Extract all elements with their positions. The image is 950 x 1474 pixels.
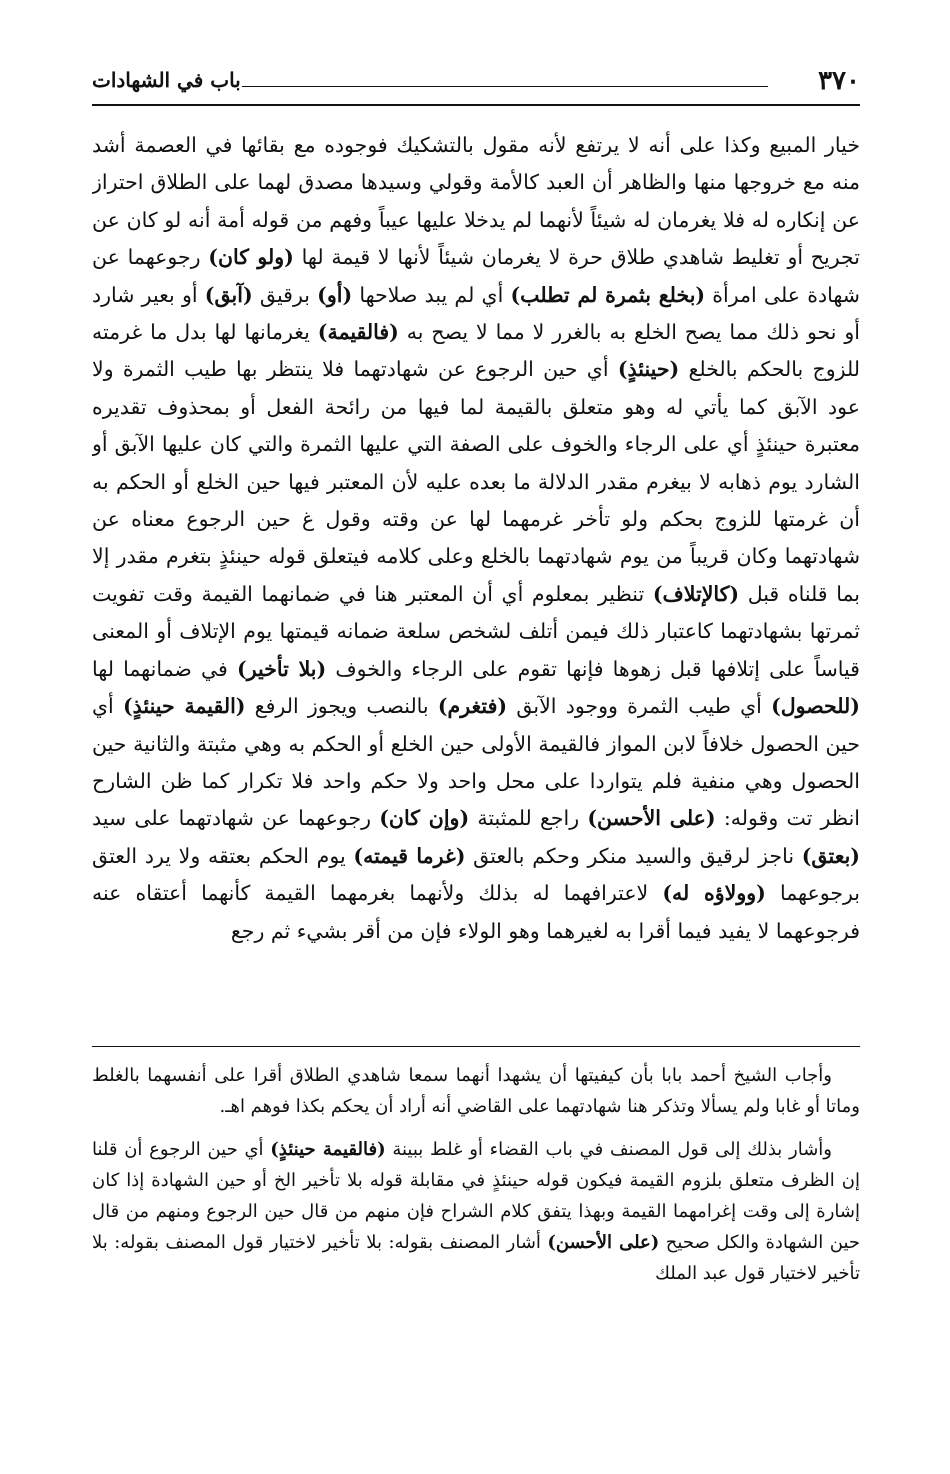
main-paragraph — [92, 127, 860, 950]
main-text-segment: يوم الحكم بعتقه ولا يرد العتق برجوعهما — [92, 843, 860, 906]
footnote-segment: وأشار بذلك إلى قول المصنف في باب القضاء أو غلط ببينة — [385, 1139, 832, 1160]
main-text — [92, 127, 860, 1022]
footnote-bold-segment: (فالقيمة حينئذٍ) — [270, 1139, 386, 1160]
main-text-segment: خيار المبيع وكذا على أنه لا يرتفع لأنه مقول بالتشكيك فوجوده مع بقائها في العصمة أشد منه مع خروجها منها والظاهر أن العبد كالأمة وقولي وسيدها مصدق لهما على الطلاق احتراز عن إنكاره له فلا يغرمان له شيئاً لأنهما لم يدخلا عليها عيباً وفهم من قوله أمة أنه لو كان عن تجريح أو تغليط شاهدي طلاق حرة لا يغرمان شيئاً لأنها لا قيمة لها — [92, 133, 860, 270]
main-text-segment: في ضمانهما لها — [92, 656, 237, 681]
main-text-bold-segment: (ولو كان) — [208, 245, 294, 270]
main-text-segment: ناجز لرقيق والسيد منكر وحكم بالعتق — [465, 843, 802, 868]
page-header — [92, 62, 860, 106]
main-text-bold-segment: (آبق) — [204, 282, 253, 307]
main-text-segment: برقيق — [252, 282, 318, 307]
page-number: ٣٧٠ — [818, 66, 860, 96]
main-text-bold-segment: (كالإتلاف) — [652, 581, 740, 606]
main-text-segment: رجوعهما عن شهادتهما على سيد — [92, 806, 380, 831]
main-text-segment: رجوعهما عن شهادة على امرأة — [92, 245, 860, 307]
main-text-bold-segment: (غرما قيمته) — [353, 843, 466, 868]
main-text-segment: أي حين الحصول خلافاً لابن المواز فالقيمة الأولى حين الخلع أو الحكم به وهي مثبتة والثانية حين الحصول وهي منفية فلم يتواردا على محل واحد ولا حكم واحد فلا تكرار كما ظن الشارح انظر تت وقوله: — [92, 694, 860, 831]
main-text-segment: تنظير بمعلوم أي أن المعتبر هنا في ضمانهما القيمة وقت تفويت ثمرتها بشهادتهما كاعتبار ذلك فيمن أتلف لشخص سلعة ضمانه قيمتها يوم الإتلاف أو المعنى قياساً على إتلافها قبل زهوها فإنها تقوم على الرجاء والخوف — [92, 581, 860, 681]
main-text-bold-segment: (وولاؤه له) — [662, 881, 766, 906]
main-text-segment: أي حين الرجوع عن شهادتهما فلا ينتظر بها طيب الثمرة ولا عود الآبق كما يأتي له وهو متعلق بالقيمة لما فيها من رائحة الفعل أو بمحذوف تقديره معتبرة حينئذٍ أي على الرجاء والخوف على الصفة التي عليها الثمرة والتي كان عليها الآبق أو الشارد يوم ذهابه لا بيغرم مقدر الدلالة ما بعده عليه لأن المعتبر فيها حين الخلع أو الحكم به أن غرمتها للزوج بحكم ولو تأخر غرمهما لها عن وقته وقول غ حين الرجوع معناه عن شهادتهما وكان قريباً من يوم شهادتهما بالخلع وعلى كلامه فيتعلق قوله حينئذٍ بتغرم مقدر إلا بما قلناه قبل — [92, 357, 860, 606]
footnote-bold-segment: (على الأحسن) — [547, 1232, 660, 1253]
main-text-segment: لاعترافهما له بذلك ولأنهما بغرمهما القيمة كأنهما أعتقاه عنه فرجوعهما لا يفيد فيما أقرا به لغيرهما وهو الولاء فإن من أقر بشيء ثم رجع — [92, 881, 860, 943]
main-text-segment: أو بعير شارد أو نحو ذلك مما يصح الخلع به بالغرر لا مما لا يصح به — [92, 282, 860, 345]
main-text-bold-segment: (وإن كان) — [379, 806, 470, 831]
main-text-bold-segment: (فالقيمة) — [317, 320, 399, 345]
footnote-paragraph — [92, 1060, 860, 1122]
header-divider — [242, 86, 768, 87]
main-text-segment: بالنصب ويجوز الرفع — [245, 694, 438, 719]
main-text-segment: راجع للمثبتة — [469, 806, 588, 831]
main-text-bold-segment: (بخلع بثمرة لم تطلب) — [510, 282, 706, 307]
footnotes — [92, 1060, 860, 1380]
main-text-bold-segment: (أو) — [317, 282, 353, 307]
main-text-bold-segment: (حينئذٍ) — [617, 357, 680, 382]
main-text-segment: أي طيب الثمرة ووجود الآبق — [507, 694, 772, 719]
header-rule — [92, 104, 860, 106]
main-text-bold-segment: (فتغرم) — [437, 694, 508, 719]
main-text-bold-segment: (القيمة حينئذٍ) — [122, 694, 246, 719]
footnote-segment: أشار المصنف بقوله: بلا تأخير لاختيار قول المصنف بقوله: بلا تأخير لاختيار قول عبد الملك — [92, 1232, 860, 1284]
main-text-segment: يغرمانها لها بدل ما غرمته للزوج بالحكم بالخلع — [92, 320, 860, 382]
main-text-bold-segment: (على الأحسن) — [587, 806, 716, 831]
footnote-divider — [92, 1046, 860, 1047]
footnote-paragraph — [92, 1134, 860, 1289]
main-text-bold-segment: (بعتق) — [801, 843, 860, 868]
main-text-bold-segment: (للحصول) — [771, 694, 860, 719]
main-text-segment: أي لم يبد صلاحها — [352, 282, 511, 307]
chapter-title: باب في الشهادات — [92, 68, 241, 92]
footnote-segment: وأجاب الشيخ أحمد بابا بأن كيفيتها أن يشهدا أنهما سمعا شاهدي الطلاق أقرا على أنفسهما بالغلط وماتا أو غابا ولم يسألا وتذكر هنا شهادتهما على القاضي أنه أراد أن يحكم بكذا فوهم اهـ. — [92, 1065, 860, 1117]
footnote-segment: أي حين الرجوع أن قلنا إن الظرف متعلق بلزوم القيمة فيكون قوله حينئذٍ في مقابلة قوله بلا تأخير الخ أو حين الشهادة إذا كان إشارة إلى وقت إغرامهما القيمة وبهذا يتفق كلام الشراح فإن منهم من قال حين الرجوع ومنهم من قال حين الشهادة والكل صحيح — [92, 1139, 860, 1253]
main-text-bold-segment: (بلا تأخير) — [237, 656, 327, 681]
